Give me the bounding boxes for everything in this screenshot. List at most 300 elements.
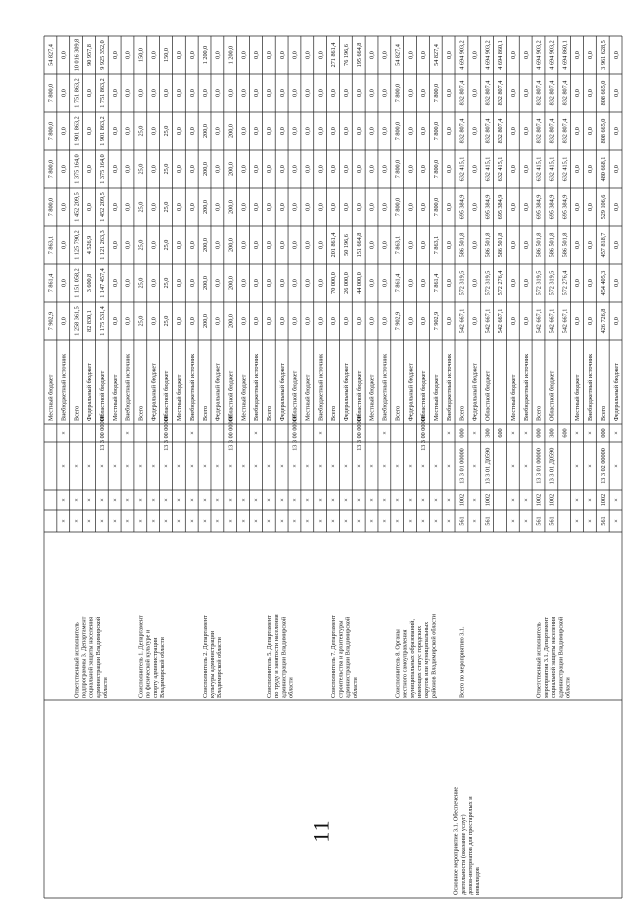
value-cell: 0,0 [317, 165, 325, 173]
value-cell: 0,0 [124, 241, 132, 249]
row-label-line: мероприятия 3.1. Департамент [542, 617, 550, 698]
value-cell: 0,0 [317, 89, 325, 97]
cell-b4: 300 [548, 428, 556, 438]
cell-b3: × [612, 464, 620, 468]
cell-b1: × [574, 519, 582, 523]
value-cell: 0,0 [420, 317, 428, 325]
value-cell: 1 901 863,2 [73, 116, 81, 146]
cell-b1: × [176, 519, 184, 523]
cell-b3: × [240, 464, 248, 468]
value-cell: 195 664,8 [355, 42, 363, 68]
value-cell: 0,0 [124, 127, 132, 135]
value-cell: 0,0 [214, 165, 222, 173]
value-cell: 0,0 [612, 89, 620, 97]
cell-b1: 561 [599, 516, 607, 526]
cell-src: Всего [330, 405, 338, 421]
value-cell: 1 751 863,2 [99, 78, 106, 108]
value-cell: 1 125 790,2 [73, 230, 81, 260]
cell-src: Внебюджетный источник [587, 353, 595, 421]
value-cell: 0,0 [612, 127, 620, 135]
cell-b2: × [214, 498, 222, 502]
cell-b3: × [407, 464, 415, 468]
value-cell: 0,0 [111, 51, 119, 59]
row-label-line: Соисполнитель 1. Департамент [137, 615, 145, 698]
cell-src: Внебюджетный источник [522, 353, 530, 421]
value-cell: 0,0 [304, 165, 312, 173]
value-cell: 632 415,1 [561, 156, 569, 182]
value-cell: 0,0 [278, 203, 286, 211]
value-cell: 0,0 [240, 127, 248, 135]
value-cell: 572 319,5 [535, 270, 543, 296]
value-cell: 0,0 [574, 317, 582, 325]
cell-b2: × [522, 498, 530, 502]
value-cell: 82 830,1 [86, 310, 94, 332]
value-cell: 0,0 [201, 89, 209, 97]
value-cell: 7 863,1 [47, 235, 55, 255]
cell-b3: × [317, 464, 325, 468]
value-cell: 0,0 [522, 241, 530, 249]
cell-src: Местный бюджет [574, 374, 582, 421]
cell-b2: × [291, 498, 299, 502]
value-cell: 0,0 [60, 317, 68, 325]
cell-src: Федеральный бюджет [407, 363, 415, 421]
value-cell: 25,0 [163, 163, 171, 175]
cell-b3: × [394, 464, 402, 468]
value-cell: 0,0 [214, 127, 222, 135]
cell-src: Всего [458, 405, 466, 421]
value-cell: 0,0 [574, 203, 582, 211]
cell-b2: × [355, 498, 363, 502]
value-cell: 1 151 058,2 [73, 268, 81, 298]
value-cell: 542 667,1 [535, 308, 543, 334]
value-cell: 200,0 [201, 162, 209, 176]
value-cell: 832 807,4 [548, 118, 556, 144]
cell-src: Областной бюджет [291, 370, 299, 421]
cell-b3: × [163, 464, 171, 468]
value-cell: 7 800,0 [432, 159, 440, 179]
value-cell: 200,0 [201, 124, 209, 138]
cell-b4: × [471, 431, 479, 435]
cell-b1: × [291, 519, 299, 523]
value-cell: 457 818,7 [599, 232, 607, 258]
cell-src: Областной бюджет [99, 370, 106, 421]
cell-b3: × [60, 464, 68, 468]
value-cell: 0,0 [368, 127, 376, 135]
value-cell: 0,0 [407, 279, 415, 287]
cell-b2: × [432, 498, 440, 502]
value-cell: 0,0 [445, 89, 453, 97]
value-cell: 0,0 [188, 203, 196, 211]
value-cell: 0,0 [355, 89, 363, 97]
cell-b3: × [86, 464, 94, 468]
cell-b1: × [86, 519, 94, 523]
cell-b1: 561 [535, 516, 543, 526]
cell-b2: × [240, 498, 248, 502]
value-cell: 4 694 860,1 [497, 40, 505, 70]
cell-b4: × [60, 431, 68, 435]
value-cell: 0,0 [176, 317, 184, 325]
cell-b1: × [188, 519, 196, 523]
cell-b1: 561 [484, 516, 492, 526]
group-label-line: инвалидов [474, 867, 482, 895]
value-cell: 0,0 [278, 317, 286, 325]
value-cell: 0,0 [253, 203, 261, 211]
cell-b2: × [99, 498, 106, 502]
cell-b1: × [522, 519, 530, 523]
value-cell: 0,0 [587, 165, 595, 173]
value-cell: 695 384,9 [548, 194, 556, 220]
value-cell: 0,0 [612, 317, 620, 325]
value-cell: 1 175 531,4 [99, 306, 106, 336]
value-cell: 0,0 [111, 317, 119, 325]
cell-b4: 000 [535, 428, 543, 438]
cell-b2: × [394, 498, 402, 502]
row-label-line: по труду и занятости населения [273, 614, 281, 698]
row-label-line: имеющих статус городских [416, 625, 424, 698]
value-cell: 0,0 [150, 317, 158, 325]
row-label-line: социальной защиты населения [87, 616, 95, 698]
value-cell: 200,0 [227, 162, 235, 176]
cell-b3: × [137, 464, 145, 468]
value-cell: 0,0 [111, 89, 119, 97]
value-cell: 0,0 [86, 127, 94, 135]
row-label-line: области [351, 677, 359, 698]
value-cell: 632 415,1 [484, 156, 492, 182]
value-cell: 0,0 [420, 203, 428, 211]
value-cell: 0,0 [587, 127, 595, 135]
cell-b2: × [471, 498, 479, 502]
value-cell: 0,0 [574, 241, 582, 249]
value-cell: 0,0 [278, 127, 286, 135]
cell-b3: × [265, 464, 273, 468]
value-cell: 0,0 [343, 165, 351, 173]
value-cell: 832 807,4 [458, 118, 466, 144]
cell-b2: × [304, 498, 312, 502]
value-cell: 632 415,1 [497, 156, 505, 182]
value-cell: 0,0 [60, 241, 68, 249]
cell-b1: × [587, 519, 595, 523]
value-cell: 0,0 [343, 203, 351, 211]
value-cell: 44 000,0 [355, 272, 363, 294]
value-cell: 7 902,9 [394, 311, 402, 331]
value-cell: 0,0 [214, 241, 222, 249]
value-cell: 695 384,9 [497, 194, 505, 220]
value-cell: 0,0 [368, 89, 376, 97]
value-cell: 200,0 [201, 200, 209, 214]
value-cell: 0,0 [407, 165, 415, 173]
value-cell: 0,0 [265, 241, 273, 249]
cell-b1: × [99, 519, 106, 523]
value-cell: 25,0 [163, 125, 171, 137]
value-cell: 572 319,5 [548, 270, 556, 296]
value-cell: 454 405,3 [599, 270, 607, 296]
row-label-line: Владимирской области [159, 637, 167, 698]
cell-b3: × [176, 464, 184, 468]
row-label-line: Соисполнитель 8. Органы [394, 629, 402, 698]
value-cell: 4 526,9 [86, 235, 94, 255]
value-cell: 0,0 [60, 203, 68, 211]
cell-b1: × [214, 519, 222, 523]
cell-src: Федеральный бюджет [343, 363, 351, 421]
row-label-line: подпрограммы 3. Департамент [80, 616, 88, 698]
value-cell: 151 664,8 [355, 232, 363, 258]
value-cell: 0,0 [278, 279, 286, 287]
value-cell: 695 384,9 [561, 194, 569, 220]
value-cell: 0,0 [253, 165, 261, 173]
value-cell: 572 276,4 [497, 270, 505, 296]
value-cell: 832 807,4 [484, 118, 492, 144]
value-cell: 7 800,0 [47, 197, 55, 217]
cell-b2: × [163, 498, 171, 502]
value-cell: 0,0 [522, 51, 530, 59]
cell-b2: × [60, 498, 68, 502]
value-cell: 0,0 [111, 127, 119, 135]
value-cell: 0,0 [420, 241, 428, 249]
value-cell: 7 800,0 [394, 159, 402, 179]
cell-b1: × [240, 519, 248, 523]
cell-b2: × [278, 498, 286, 502]
value-cell: 0,0 [176, 279, 184, 287]
cell-src: Внебюджетный источник [60, 353, 68, 421]
cell-b3: × [124, 464, 132, 468]
row-label-line: строительства и архитектуры [337, 620, 345, 698]
value-cell: 0,0 [214, 279, 222, 287]
value-cell: 0,0 [587, 241, 595, 249]
value-cell: 0,0 [574, 51, 582, 59]
row-label-line: культуры администрации [208, 631, 216, 698]
value-cell: 832 807,4 [484, 80, 492, 106]
row-label-line: Ответственный исполнитель [535, 622, 543, 698]
value-cell: 7 863,1 [394, 235, 402, 255]
value-cell: 7 861,4 [432, 273, 440, 293]
value-cell: 7 800,0 [432, 83, 440, 103]
value-cell: 0,0 [368, 241, 376, 249]
value-cell: 0,0 [612, 241, 620, 249]
value-cell: 0,0 [317, 317, 325, 325]
cell-b1: × [304, 519, 312, 523]
cell-b3: 13 3 01 Д0590 [548, 447, 556, 485]
cell-b4: 13 3 00 00000 [355, 415, 363, 451]
value-cell: 0,0 [471, 51, 479, 59]
cell-src: Федеральный бюджет [150, 363, 158, 421]
cell-src: Местный бюджет [368, 374, 376, 421]
cell-src: Всего [73, 405, 81, 421]
value-cell: 0,0 [111, 165, 119, 173]
value-cell: 632 415,1 [535, 156, 543, 182]
value-cell: 0,0 [214, 89, 222, 97]
value-cell: 0,0 [124, 279, 132, 287]
row-label-line: по физической культуре и [144, 629, 152, 698]
value-cell: 3 961 628,5 [599, 40, 607, 70]
cell-b3: × [420, 464, 428, 468]
value-cell: 0,0 [304, 241, 312, 249]
cell-b1: × [201, 519, 209, 523]
cell-b1: × [150, 519, 158, 523]
row-label-line: администрации Владимирской [280, 616, 288, 698]
cell-b1: × [612, 519, 620, 523]
value-cell: 0,0 [407, 89, 415, 97]
value-cell: 0,0 [317, 203, 325, 211]
cell-src: Областной бюджет [420, 370, 428, 421]
cell-b1: × [278, 519, 286, 523]
value-cell: 0,0 [278, 89, 286, 97]
value-cell: 808 665,0 [599, 80, 607, 106]
value-cell: 542 667,1 [497, 308, 505, 334]
cell-b4: 13 3 00 00000 [420, 415, 428, 451]
value-cell: 586 501,8 [458, 232, 466, 258]
cell-src: Федеральный бюджет [86, 363, 94, 421]
group-label-line: домов-интернатов для престарелых и [467, 796, 475, 895]
value-cell: 0,0 [265, 51, 273, 59]
cell-b1: × [253, 519, 261, 523]
value-cell: 1 121 263,3 [99, 230, 106, 260]
value-cell: 0,0 [265, 165, 273, 173]
value-cell: 0,0 [253, 89, 261, 97]
cell-b3: 13 3 01 00000 [458, 448, 466, 484]
value-cell: 0,0 [265, 127, 273, 135]
value-cell: 25,0 [163, 315, 171, 327]
value-cell: 542 667,1 [458, 308, 466, 334]
row-label-line: Всего по мероприятию 3.1. [458, 626, 466, 698]
value-cell: 0,0 [381, 89, 389, 97]
value-cell: 586 501,8 [561, 232, 569, 258]
value-cell: 0,0 [278, 241, 286, 249]
value-cell: 200,0 [201, 314, 209, 328]
value-cell: 0,0 [471, 203, 479, 211]
value-cell: 0,0 [188, 317, 196, 325]
value-cell: 0,0 [188, 89, 196, 97]
cell-b2: × [111, 498, 119, 502]
value-cell: 0,0 [240, 317, 248, 325]
cell-b3: × [343, 464, 351, 468]
value-cell: 0,0 [291, 89, 299, 97]
value-cell: 0,0 [355, 203, 363, 211]
value-cell: 0,0 [150, 51, 158, 59]
value-cell: 1 258 361,5 [73, 306, 81, 336]
cell-b1: × [343, 519, 351, 523]
cell-b1: × [227, 519, 235, 523]
value-cell: 0,0 [265, 203, 273, 211]
value-cell: 0,0 [381, 127, 389, 135]
cell-src: Федеральный бюджет [278, 363, 286, 421]
value-cell: 586 501,8 [535, 232, 543, 258]
value-cell: 0,0 [163, 89, 171, 97]
value-cell: 76 196,6 [343, 44, 351, 66]
cell-b2: × [150, 498, 158, 502]
value-cell: 0,0 [343, 127, 351, 135]
cell-b3: × [291, 464, 299, 468]
value-cell: 0,0 [407, 51, 415, 59]
value-cell: 271 861,4 [330, 42, 338, 68]
cell-src: Областной бюджет [227, 370, 235, 421]
value-cell: 0,0 [176, 165, 184, 173]
value-cell: 1 200,0 [201, 45, 209, 65]
cell-b3: × [73, 464, 81, 468]
value-cell: 4 694 860,1 [561, 40, 569, 70]
value-cell: 0,0 [368, 165, 376, 173]
row-label-line: муниципальных образований, [408, 618, 416, 698]
value-cell: 0,0 [214, 203, 222, 211]
value-cell: 0,0 [240, 203, 248, 211]
page-number: 11 [308, 819, 334, 843]
value-cell: 0,0 [612, 51, 620, 59]
cell-b4: × [381, 431, 389, 435]
row-label-line: местного самоуправления [401, 629, 409, 698]
value-cell: 572 319,5 [458, 270, 466, 296]
value-cell: 0,0 [124, 89, 132, 97]
value-cell: 201 861,4 [330, 232, 338, 258]
cell-b1: × [355, 519, 363, 523]
value-cell: 832 807,4 [561, 118, 569, 144]
cell-b3: × [99, 464, 106, 468]
cell-b3: × [278, 464, 286, 468]
cell-src: Местный бюджет [240, 374, 248, 421]
value-cell: 0,0 [188, 165, 196, 173]
value-cell: 7 800,0 [47, 121, 55, 141]
value-cell: 4 694 903,2 [535, 40, 543, 70]
value-cell: 7 863,1 [432, 235, 440, 255]
value-cell: 0,0 [214, 51, 222, 59]
value-cell: 25,0 [137, 163, 145, 175]
cell-b2: × [253, 498, 261, 502]
value-cell: 0,0 [381, 203, 389, 211]
value-cell: 0,0 [612, 203, 620, 211]
value-cell: 0,0 [471, 317, 479, 325]
value-cell: 26 000,0 [343, 272, 351, 294]
value-cell: 7 800,0 [394, 83, 402, 103]
value-cell: 0,0 [355, 127, 363, 135]
value-cell: 0,0 [407, 241, 415, 249]
value-cell: 0,0 [343, 89, 351, 97]
value-cell: 542 667,1 [484, 308, 492, 334]
row-label-line: Соисполнитель 2. Департамент [201, 615, 209, 698]
value-cell: 7 800,0 [47, 159, 55, 179]
value-cell: 1 452 209,5 [99, 192, 106, 222]
value-cell: 0,0 [343, 317, 351, 325]
cell-b4: × [445, 431, 453, 435]
value-cell: 54 827,4 [394, 44, 402, 66]
row-label-line: Владимирской области [216, 637, 224, 698]
group-label-line: Основное мероприятие 3.1. Обеспечение [452, 786, 460, 895]
cell-b2: 1002 [458, 493, 466, 507]
value-cell: 0,0 [510, 165, 518, 173]
value-cell: 0,0 [86, 89, 94, 97]
value-cell: 0,0 [278, 165, 286, 173]
value-cell: 0,0 [253, 241, 261, 249]
value-cell: 0,0 [510, 203, 518, 211]
value-cell: 529 106,6 [599, 194, 607, 220]
row-label-line: области [287, 677, 295, 698]
row-label-line: администрации Владимирской [344, 616, 352, 698]
value-cell: 0,0 [471, 127, 479, 135]
cell-b1: × [381, 519, 389, 523]
cell-b2: × [176, 498, 184, 502]
value-cell: 0,0 [587, 317, 595, 325]
value-cell: 0,0 [510, 89, 518, 97]
cell-src: Внебюджетный источник [124, 353, 132, 421]
cell-src: Всего [137, 405, 145, 421]
group-label-line: деятельности (оказание услуг) [459, 814, 467, 895]
cell-b4: × [124, 431, 132, 435]
cell-b2: × [381, 498, 389, 502]
value-cell: 832 807,4 [497, 118, 505, 144]
cell-b3: × [355, 464, 363, 468]
cell-b1: × [407, 519, 415, 523]
value-cell: 0,0 [150, 89, 158, 97]
value-cell: 25,0 [137, 201, 145, 213]
value-cell: 4 694 903,2 [484, 40, 492, 70]
value-cell: 25,0 [163, 201, 171, 213]
